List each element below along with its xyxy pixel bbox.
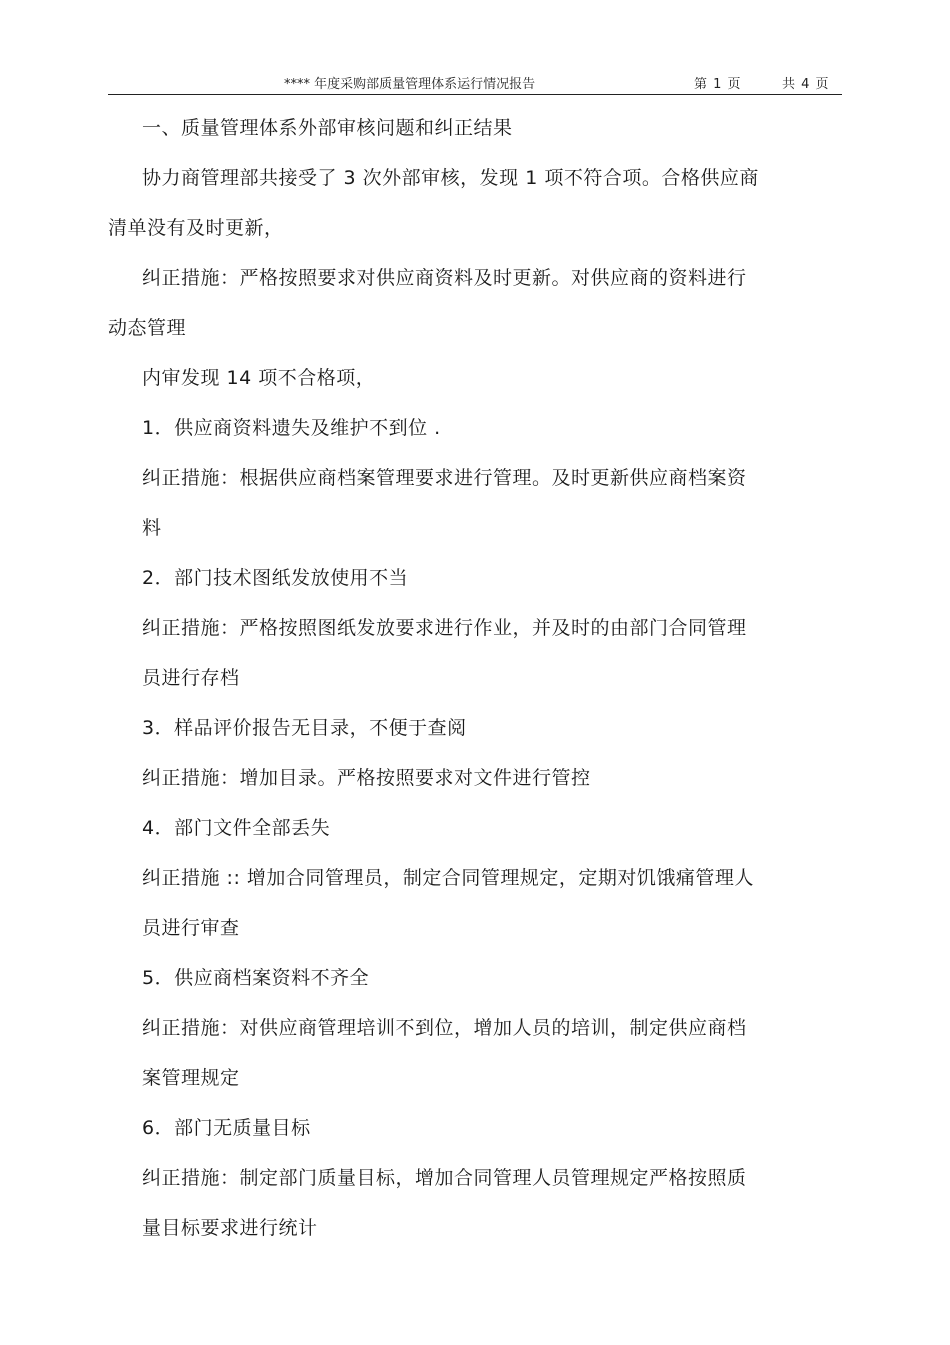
header-title: **** 年度采购部质量管理体系运行情况报告	[284, 77, 536, 92]
corrective-measure: 料	[142, 517, 162, 539]
corrective-measure: 纠正措施：对供应商管理培训不到位，增加人员的培训，制定供应商档	[142, 1017, 747, 1039]
page-header	[108, 72, 842, 95]
corrective-measure: 员进行审查	[142, 917, 240, 939]
corrective-measure: 员进行存档	[142, 667, 240, 689]
corrective-measure: 纠正措施：严格按照图纸发放要求进行作业，并及时的由部门合同管理	[142, 617, 747, 639]
corrective-measure: 量目标要求进行统计	[142, 1217, 318, 1239]
paragraph-line: 协力商管理部共接受了 3 次外部审核，发现 1 项不符合项。合格供应商	[142, 167, 759, 189]
corrective-measure: 纠正措施：制定部门质量目标，增加合同管理人员管理规定严格按照质	[142, 1167, 747, 1189]
list-item: 5．供应商档案资料不齐全	[142, 967, 370, 989]
list-item: 6．部门无质量目标	[142, 1117, 311, 1139]
list-item: 3．样品评价报告无目录，不便于查阅	[142, 717, 467, 739]
paragraph-line: 清单没有及时更新，	[108, 217, 284, 239]
corrective-measure: 纠正措施：根据供应商档案管理要求进行管理。及时更新供应商档案资	[142, 467, 747, 489]
list-item: 4．部门文件全部丢失	[142, 817, 331, 839]
header-page-number: 第 1 页	[694, 77, 741, 92]
header-total-pages: 共 4 页	[782, 77, 829, 92]
paragraph-line: 纠正措施：严格按照要求对供应商资料及时更新。对供应商的资料进行	[142, 267, 747, 289]
paragraph-line: 动态管理	[108, 317, 187, 339]
corrective-measure: 案管理规定	[142, 1067, 240, 1089]
list-item: 2．部门技术图纸发放使用不当	[142, 567, 409, 589]
paragraph-line: 内审发现 14 项不合格项，	[142, 367, 376, 389]
list-item: 1．供应商资料遗失及维护不到位 .	[142, 417, 441, 439]
corrective-measure: 纠正措施 :: 增加合同管理员，制定合同管理规定，定期对饥饿痛管理人	[142, 867, 754, 889]
corrective-measure: 纠正措施：增加目录。严格按照要求对文件进行管控	[142, 767, 591, 789]
section-heading: 一、质量管理体系外部审核问题和纠正结果	[142, 117, 513, 139]
